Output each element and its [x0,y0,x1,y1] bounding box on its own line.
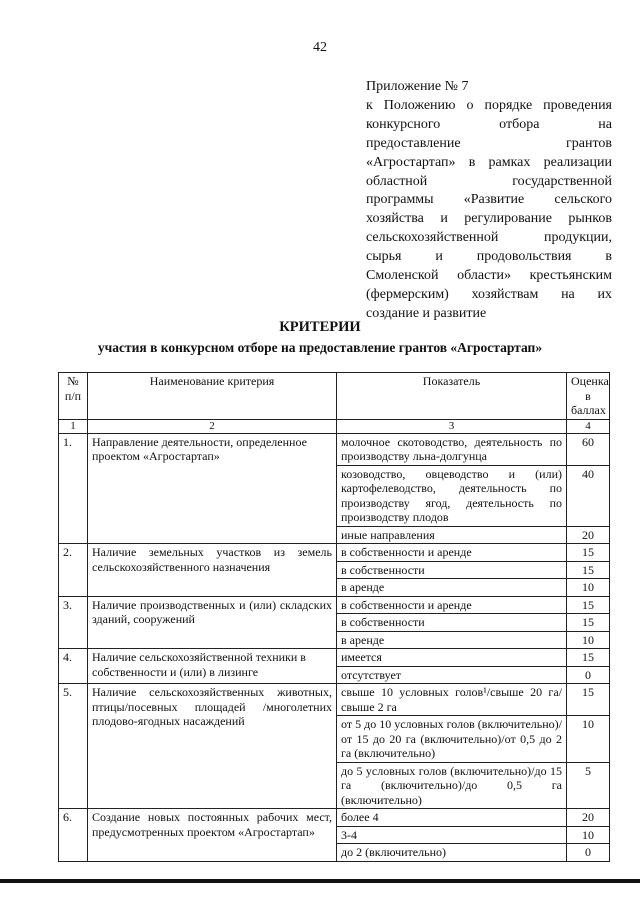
header-score: Оценка в баллах [567,373,610,420]
appendix-line: программы «Развитие сельского [366,192,612,208]
table-row [59,544,610,562]
indicator-text: молочное скотоводство, деятельность по производству льна-долгунца [337,433,567,465]
indicator-score: 40 [567,465,610,526]
page-number: 42 [313,40,327,55]
criterion-name: Создание новых постоянных рабочих мест, предусмотренных проектом «Агростартап» [88,809,337,862]
criteria-table [58,372,610,862]
appendix-line: сельскохозяйственной продукции, [366,230,612,246]
indicator-score: 0 [567,844,610,862]
indicator-text: иные направления [337,526,567,544]
column-number: 1 [59,419,88,433]
header-name: Наименование критерия [88,373,337,420]
table-row [59,433,610,465]
document-subtitle: участия в конкурсном отборе на предоставление грантов «Агростартап» [97,340,543,355]
criterion-name: Наличие сельскохозяйственной техники в собственности и (или) в лизинге [88,649,337,684]
indicator-score: 10 [567,716,610,763]
indicator-score: 15 [567,561,610,579]
appendix-reference [366,78,612,324]
indicator-text: от 5 до 10 условных голов (включительно)/от 15 до 20 га (включительно)/от 0,5 до 2 га (включительно) [337,716,567,763]
indicator-score: 20 [567,526,610,544]
indicator-text: в собственности и аренде [337,544,567,562]
indicator-text: отсутствует [337,666,567,684]
indicator-score: 15 [567,614,610,632]
indicator-score: 60 [567,433,610,465]
indicator-score: 5 [567,762,610,809]
indicator-text: в собственности [337,614,567,632]
indicator-text: до 5 условных голов (включительно)/до 15 га (включительно)/до 0,5 га (включительно) [337,762,567,809]
indicator-text: свыше 10 условных голов¹/свыше 20 га/свыше 2 га [337,684,567,716]
indicator-score: 15 [567,596,610,614]
column-number-row [59,419,610,433]
appendix-line: создание и развитие [366,305,487,321]
criterion-name: Наличие сельскохозяйственных животных, птицы/посевных площадей /многолетних плодово-ягодных насаждений [88,684,337,809]
criterion-num: 2. [59,544,88,597]
criterion-name: Наличие земельных участков из земель сельскохозяйственного назначения [88,544,337,597]
indicator-text: имеется [337,649,567,667]
indicator-score: 0 [567,666,610,684]
header-num: № п/п [59,373,88,420]
appendix-line: сырья и продовольствия в [366,249,612,265]
appendix-line: (фермерским) хозяйствам на их [366,286,612,302]
appendix-line: Приложение № 7 [366,79,469,94]
document-title: КРИТЕРИИ [279,319,361,335]
table-row [59,596,610,614]
indicator-text: в аренде [337,631,567,649]
indicator-text: 3-4 [337,826,567,844]
indicator-score: 10 [567,579,610,597]
criterion-num: 6. [59,809,88,862]
table-row [59,809,610,827]
indicator-text: в собственности и аренде [337,596,567,614]
criterion-num: 3. [59,596,88,649]
appendix-line: областной государственной [366,173,612,189]
criterion-num: 4. [59,649,88,684]
criterion-name: Направление деятельности, определенное проектом «Агростартап» [88,433,337,544]
appendix-line: «Агростартап» в рамках реализации [366,154,612,170]
indicator-score: 10 [567,631,610,649]
table-row [59,649,610,667]
indicator-text: в собственности [337,561,567,579]
appendix-line: предоставление грантов [366,135,612,151]
appendix-line: хозяйства и регулирование рынков [366,211,612,227]
criterion-num: 1. [59,433,88,544]
table-row [59,684,610,716]
appendix-line: Смоленской области» крестьянским [366,268,612,284]
indicator-text: в аренде [337,579,567,597]
indicator-score: 15 [567,544,610,562]
criterion-name: Наличие производственных и (или) складских зданий, сооружений [88,596,337,649]
indicator-score: 10 [567,826,610,844]
indicator-score: 20 [567,809,610,827]
column-number: 4 [567,419,610,433]
indicator-score: 15 [567,684,610,716]
indicator-text: до 2 (включительно) [337,844,567,862]
header-indicator: Показатель [337,373,567,420]
indicator-score: 15 [567,649,610,667]
appendix-line: конкурсного отбора на [366,116,612,132]
column-number: 2 [88,419,337,433]
appendix-line: к Положению о порядке проведения [366,97,612,113]
criterion-num: 5. [59,684,88,809]
column-number: 3 [337,419,567,433]
indicator-text: более 4 [337,809,567,827]
bottom-rule [0,879,640,883]
table-header-row [59,373,610,420]
indicator-text: козоводство, овцеводство и (или) картофелеводство, деятельность по производству ягод, деятельность по производству плодов [337,465,567,526]
